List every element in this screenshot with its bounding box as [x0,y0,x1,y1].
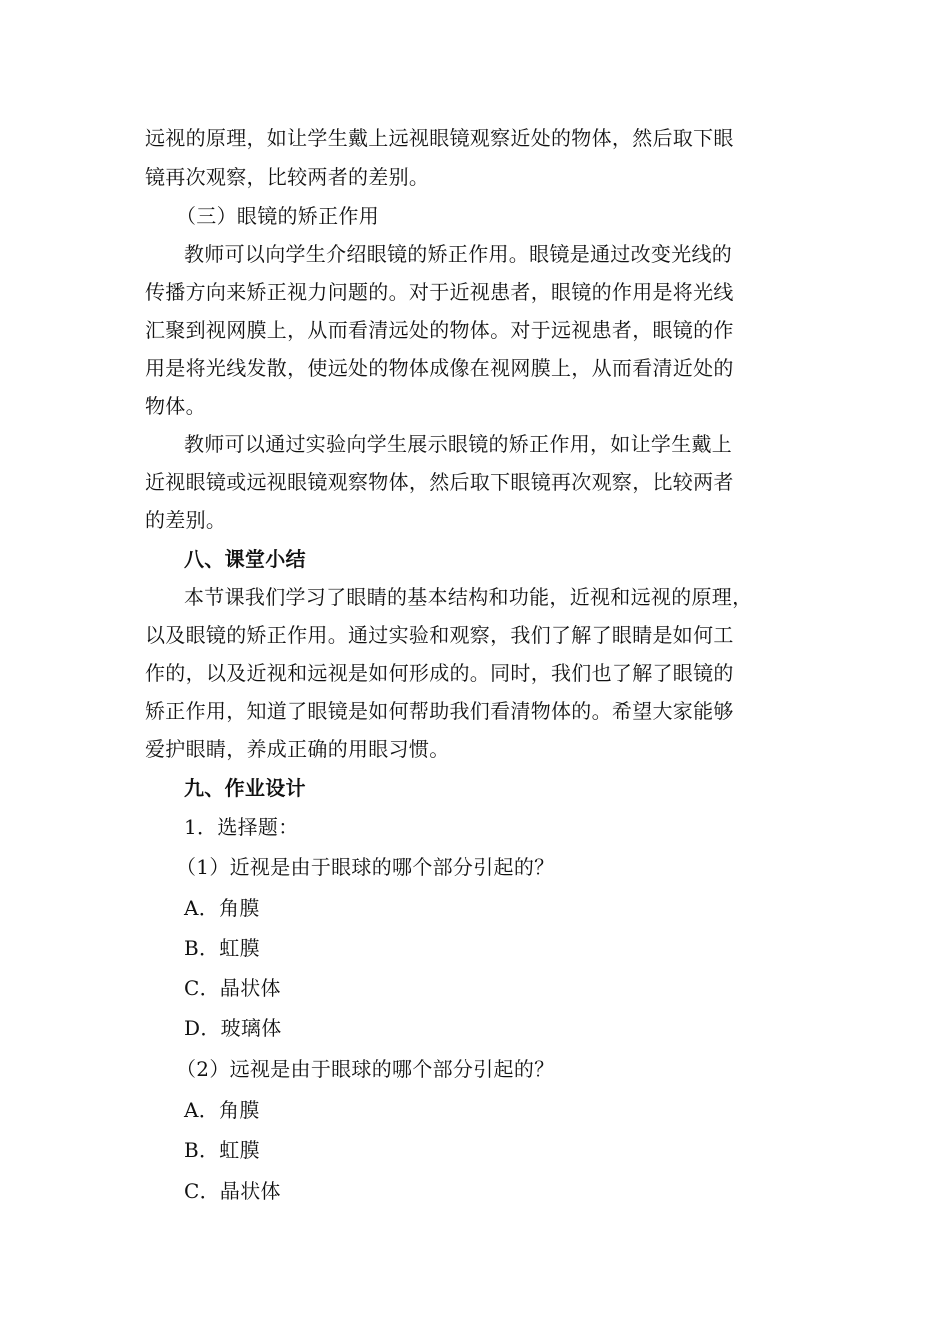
body-text-line: 远视的原理，如让学生戴上远视眼镜观察近处的物体，然后取下眼 [145,126,734,150]
body-text-line: 矫正作用，知道了眼镜是如何帮助我们看清物体的。希望大家能够 [145,699,734,723]
option-text: A．角膜 [184,896,260,920]
list-item: 1．选择题： [184,815,299,839]
option-text: A．角膜 [184,1098,260,1122]
option-text: C．晶状体 [184,976,281,1000]
option-text: C．晶状体 [184,1179,281,1203]
body-text-line: 传播方向来矫正视力问题的。对于近视患者，眼镜的作用是将光线 [145,280,734,304]
option-text: D．玻璃体 [184,1016,282,1040]
subheading: （三）眼镜的矫正作用 [176,204,379,228]
body-text-line: 镜再次观察，比较两者的差别。 [145,165,430,189]
body-text-line: 物体。 [145,394,206,418]
question-text: （1）近视是由于眼球的哪个部分引起的？ [176,855,555,879]
body-text-line: 作的，以及近视和远视是如何形成的。同时，我们也了解了眼镜的 [145,661,734,685]
body-text-line: 以及眼镜的矫正作用。通过实验和观察，我们了解了眼睛是如何工 [145,623,734,647]
option-text: B．虹膜 [184,1138,260,1162]
body-text-line: 汇聚到视网膜上，从而看清远处的物体。对于远视患者，眼镜的作 [145,318,734,342]
body-text-line: 教师可以通过实验向学生展示眼镜的矫正作用，如让学生戴上 [184,432,733,456]
section-heading: 九、作业设计 [184,776,306,800]
body-text-line: 用是将光线发散，使远处的物体成像在视网膜上，从而看清近处的 [145,356,734,380]
section-heading: 八、课堂小结 [184,547,306,571]
body-text-line: 教师可以向学生介绍眼镜的矫正作用。眼镜是通过改变光线的 [184,242,733,266]
body-text-line: 的差别。 [145,508,227,532]
body-text-line: 爱护眼睛，养成正确的用眼习惯。 [145,737,450,761]
option-text: B．虹膜 [184,936,260,960]
body-text-line: 近视眼镜或远视眼镜观察物体，然后取下眼镜再次观察，比较两者 [145,470,734,494]
question-text: （2）远视是由于眼球的哪个部分引起的？ [176,1057,555,1081]
body-text-line: 本节课我们学习了眼睛的基本结构和功能，近视和远视的原理， [184,585,753,609]
